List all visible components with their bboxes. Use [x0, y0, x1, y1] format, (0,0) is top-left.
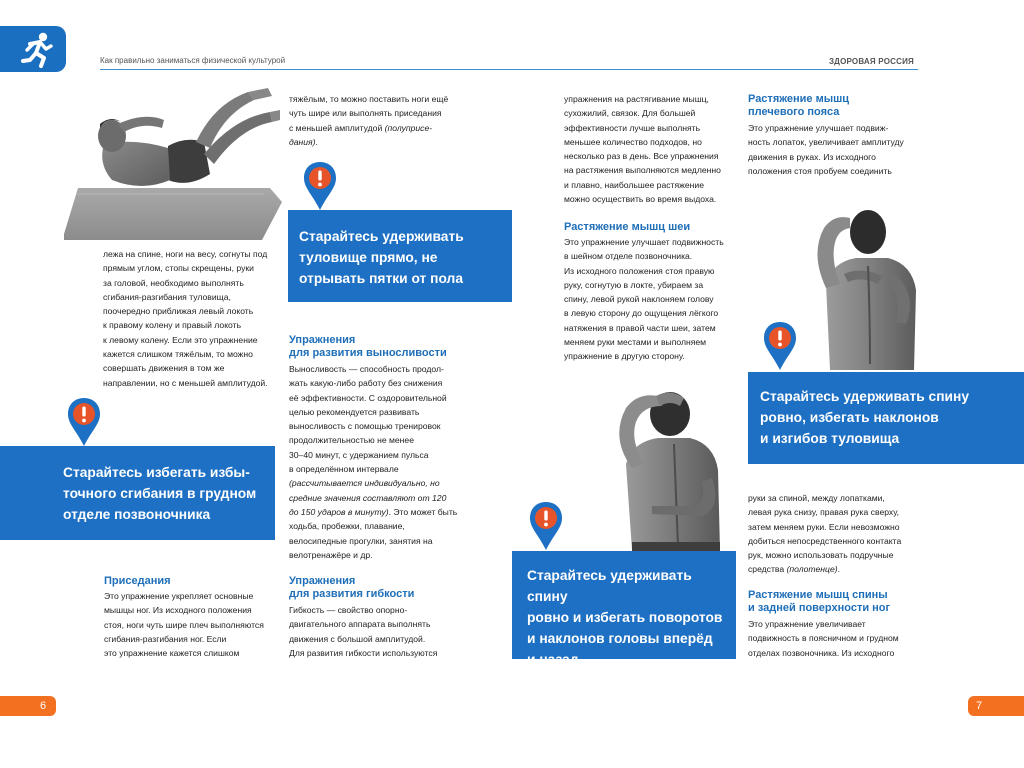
callout-line: ровно, избегать наклонов [760, 410, 939, 425]
text-span: . [315, 136, 318, 147]
text-span: . [837, 564, 840, 575]
text-line: прямым углом, стопы скрещены, руки [103, 263, 254, 274]
heading-line: Упражнения [289, 575, 356, 587]
callout-line: и изгибов туловища [760, 431, 900, 446]
text-line [289, 491, 469, 505]
text-line [289, 476, 469, 490]
text-line: эффективности лучше выполнять [564, 122, 701, 133]
text-line: спину, левой рукой наклоняем голову [564, 294, 714, 305]
photo-shoulder-stretch [806, 204, 930, 372]
heading-line: плечевого пояса [748, 106, 840, 118]
neck-stretch-heading: Растяжение мышц шеи [564, 221, 691, 233]
text-line: ходьба, пробежки, плавание, [289, 521, 405, 532]
running-man-icon [0, 26, 66, 72]
text-line: движения в руках. Из исходного [748, 151, 876, 162]
text-line [289, 121, 469, 135]
text-line: её эффективности. С оздоровительной [289, 392, 447, 403]
callout-neck-posture [512, 551, 736, 667]
callout-line: и назад [527, 652, 579, 667]
callout-back-bending [0, 446, 275, 540]
text-span: — способность продол- [346, 364, 444, 374]
text-line: отделах позвоночника. Из исходного [748, 647, 895, 658]
italic-span: (полуприсе- [384, 122, 433, 133]
text-line: положения стоя пробуем соединить [748, 165, 892, 176]
text-line: Для развития гибкости используются [289, 647, 438, 658]
exclamation-pin-icon [302, 160, 338, 212]
shoulder-stretch-continued [748, 491, 928, 577]
text-line: к правому колену и правый локоть [103, 320, 242, 331]
text-line: Это упражнение увеличивает [748, 619, 866, 629]
callout-line: отрывать пятки от пола [299, 271, 463, 286]
text-line [289, 135, 469, 149]
text-line: тяжёлым, то можно поставить ноги ещё [289, 94, 449, 104]
heading-line: Растяжение мышц спины [748, 589, 888, 601]
text-line: и плавно, наибольшее растяжение [564, 179, 704, 190]
text-line [289, 603, 469, 617]
text-line: направлении, но с меньшей амплитудой. [103, 377, 268, 388]
exclamation-pin-icon [762, 320, 798, 372]
text-line: сгибания-разгибания ног. Если [104, 633, 227, 644]
header-right-title: ЗДОРОВАЯ РОССИЯ [828, 57, 914, 66]
callout-line: туловище прямо, не [299, 250, 438, 265]
italic-span: дания) [289, 136, 316, 147]
flexibility-heading [289, 575, 414, 601]
italic-span: до 150 ударов в минуту) [289, 506, 389, 517]
text-line: упражнение в другую сторону. [564, 351, 685, 362]
text-line: двигательного аппарата выполнять [289, 619, 431, 630]
page-number-text: 7 [976, 700, 983, 712]
logo-badge [0, 26, 66, 72]
header-left-title: Как правильно заниматься физической культурой [100, 56, 286, 65]
heading-line: для развития гибкости [289, 588, 415, 600]
text-line: это упражнение кажется слишком [104, 648, 240, 659]
text-line: можно осуществить во время выдоха. [564, 194, 717, 205]
stretching-intro-text [564, 92, 742, 206]
text-line: добиться непосредственного контакта [748, 535, 902, 546]
abs-exercise-text [103, 247, 283, 390]
callout-line: Старайтесь удерживать спину [527, 568, 692, 604]
exclamation-pin-icon [528, 500, 564, 552]
endurance-heading [289, 334, 447, 360]
text-line: велосипедные прогулки, занятия на [289, 535, 433, 546]
warning-pin-back [66, 396, 102, 448]
callout-line: Старайтесь избегать избы- [63, 465, 250, 480]
text-line: несколько раз в день. Все упражнения [564, 151, 719, 162]
italic-span: (рассчитывается индивидуально, но [289, 478, 440, 489]
text-line: движения с большой амплитудой. [289, 633, 426, 644]
callout-line: отделе позвоночника [63, 507, 211, 522]
text-line: целью рекомендуется развивать [289, 406, 420, 417]
photo-abs-crunch [64, 84, 282, 240]
text-line: левая рука снизу, правая рука сверху, [748, 507, 900, 518]
page-number-right [968, 696, 1024, 716]
endurance-text [289, 362, 469, 562]
shoulder-stretch-text [748, 121, 926, 178]
callout-line: ровно и избегать поворотов [527, 610, 723, 625]
text-line: поочередно приближая левый локоть [103, 306, 254, 317]
heading-line: для развития выносливости [289, 347, 447, 359]
squats-continued-text [289, 92, 469, 149]
text-span: . Это может быть [388, 506, 458, 517]
text-span: — свойство опорно- [324, 605, 408, 615]
neck-stretch-text [564, 235, 744, 364]
italic-span: (полотенце) [786, 564, 838, 575]
header-divider [100, 69, 918, 70]
text-line: в левую сторону до ощущения лёгкого [564, 308, 719, 319]
text-line: Это упражнение улучшает подвижность [564, 237, 724, 247]
callout-line: Старайтесь удерживать [299, 229, 464, 244]
text-line: натяжения в правой части шеи, затем [564, 322, 716, 333]
text-line: в определённом интервале [289, 464, 399, 475]
text-line: к левому колену. Если это упражнение [103, 334, 258, 345]
text-line [748, 562, 928, 576]
text-line: жать какую-либо работу без снижения [289, 378, 443, 389]
warning-pin-neck [528, 500, 564, 552]
warning-pin-spine [762, 320, 798, 372]
text-line: ность лопаток, увеличивает амплитуду [748, 137, 904, 148]
text-line: в шейном отделе позвоночника. [564, 251, 693, 262]
text-span: Гибкость [289, 605, 325, 615]
page-number-text: 6 [40, 700, 47, 712]
text-line: меняем руки местами и выполняем [564, 337, 707, 348]
text-line: выносливость с помощью тренировок [289, 421, 441, 432]
text-line: сгибания-разгибания туловища, [103, 291, 231, 302]
shoulder-stretch-heading [748, 93, 849, 119]
text-span: Выносливость [289, 364, 347, 374]
text-line: 30–40 минут, с удержанием пульса [289, 449, 429, 460]
text-line: продолжительностью не менее [289, 435, 414, 446]
text-span: с меньшей амплитудой [289, 122, 385, 133]
text-line: велотренажёре и др. [289, 549, 373, 560]
text-line: за головой, необходимо выполнять [103, 277, 244, 288]
text-line: подвижность в поясничном и грудном [748, 633, 899, 644]
squats-heading: Приседания [104, 575, 171, 587]
text-span: средства [748, 564, 787, 575]
text-line: мышцы ног. Из исходного положения [104, 605, 252, 616]
text-line: затем меняем руки. Если невозможно [748, 521, 900, 532]
callout-line: Старайтесь удерживать спину [760, 389, 970, 404]
back-stretch-heading [748, 589, 890, 615]
text-line: упражнения на растягивание мышц, [564, 94, 709, 104]
text-line: руки за спиной, между лопатками, [748, 493, 885, 503]
text-line: меньшее количество подходов, но [564, 136, 702, 147]
heading-line: Упражнения [289, 334, 356, 346]
photo-neck-stretch [592, 378, 742, 554]
exclamation-pin-icon [66, 396, 102, 448]
text-line: руку, согнутую в локте, убираем за [564, 279, 704, 290]
callout-spine-straight [748, 372, 1024, 464]
callout-torso-straight [288, 210, 512, 302]
callout-line: и наклонов головы вперёд [527, 631, 713, 646]
text-line: лежа на спине, ноги на весу, согнуты под [103, 249, 268, 259]
text-line: чуть шире или выполнять приседания [289, 108, 442, 119]
text-line: сухожилий, связок. Для большей [564, 108, 696, 119]
flexibility-text [289, 603, 469, 660]
heading-line: Растяжение мышц [748, 93, 850, 105]
text-line: Из исходного положения стоя правую [564, 265, 715, 276]
text-line: рук, можно использовать подручные [748, 550, 894, 561]
text-line: Это упражнение улучшает подвиж- [748, 123, 889, 133]
squats-text [104, 589, 284, 660]
warning-pin-torso [302, 160, 338, 212]
text-line: Это упражнение укрепляет основные [104, 591, 254, 601]
text-line [289, 505, 469, 519]
back-stretch-text [748, 617, 928, 660]
text-line [289, 362, 469, 376]
page-number-left [0, 696, 56, 716]
text-line: на растяжения выполняются медленно [564, 165, 721, 176]
heading-line: и задней поверхности ног [748, 602, 891, 614]
text-line: совершать движения в том же [103, 363, 225, 374]
italic-span: средние значения составляют от 120 [289, 492, 447, 503]
callout-line: точного сгибания в грудном [63, 486, 257, 501]
text-line: стоя, ноги чуть шире плеч выполняются [104, 619, 264, 630]
text-line: кажется слишком тяжёлым, то можно [103, 349, 253, 360]
